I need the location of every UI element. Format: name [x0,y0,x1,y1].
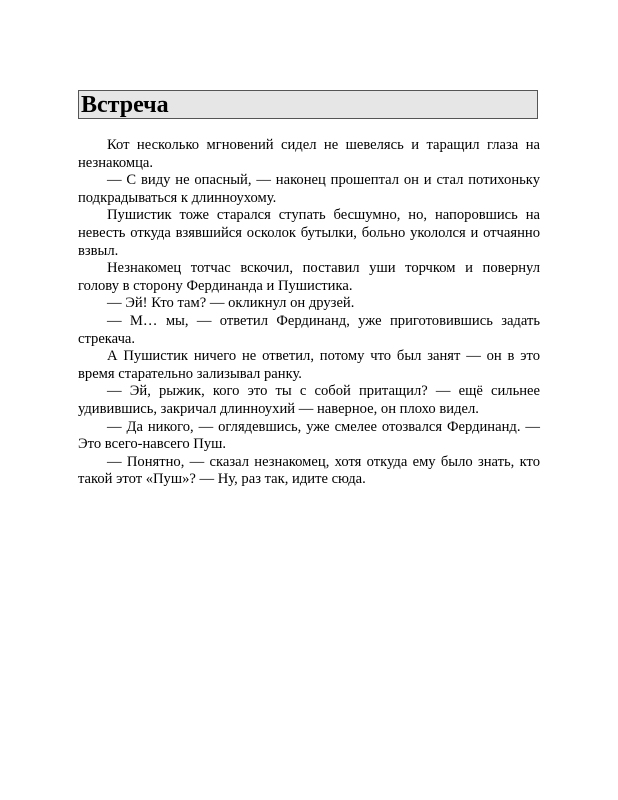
paragraph: — С виду не опасный, — наконец прошептал он и стал потихоньку подкрадываться к длинноухому. [78,172,540,206]
paragraph: — Да никого, — оглядевшись, уже смелее отозвался Фердинанд. — Это всего-навсего Пуш. [78,418,540,453]
paragraph: — Эй, рыжик, кого это ты с собой притащил? — ещё сильнее удивившись, закричал длинноухий — наверное, он плохо видел. [78,383,540,417]
paragraph: Незнакомец тотчас вскочил, поставил уши торчком и повернул голову в сторону Фердинанда и Пушистика. [78,260,540,294]
paragraph: — Эй! Кто там? — окликнул он друзей. [107,295,355,312]
paragraph: Кот несколько мгновений сидел не шевелясь и таращил глаза на незнакомца. [78,137,540,171]
chapter-title: Встреча [81,92,169,118]
story-text [78,137,540,489]
paragraph: — Понятно, — сказал незнакомец, хотя откуда ему было знать, кто такой этот «Пуш»? — Ну, раз так, идите сюда. [78,453,540,488]
chapter-heading-box [78,90,538,119]
paragraph: Пушистик тоже старался ступать бесшумно, но, напоровшись на невесть откуда взявшийся осколок бутылки, больно укололся и отчаянно взвыл. [78,207,540,259]
paragraph: А Пушистик ничего не ответил, потому что был занят — он в это время старательно зализывал ранку. [78,348,540,382]
paragraph: — М… мы, — ответил Фердинанд, уже приготовившись задать стрекача. [78,312,540,347]
